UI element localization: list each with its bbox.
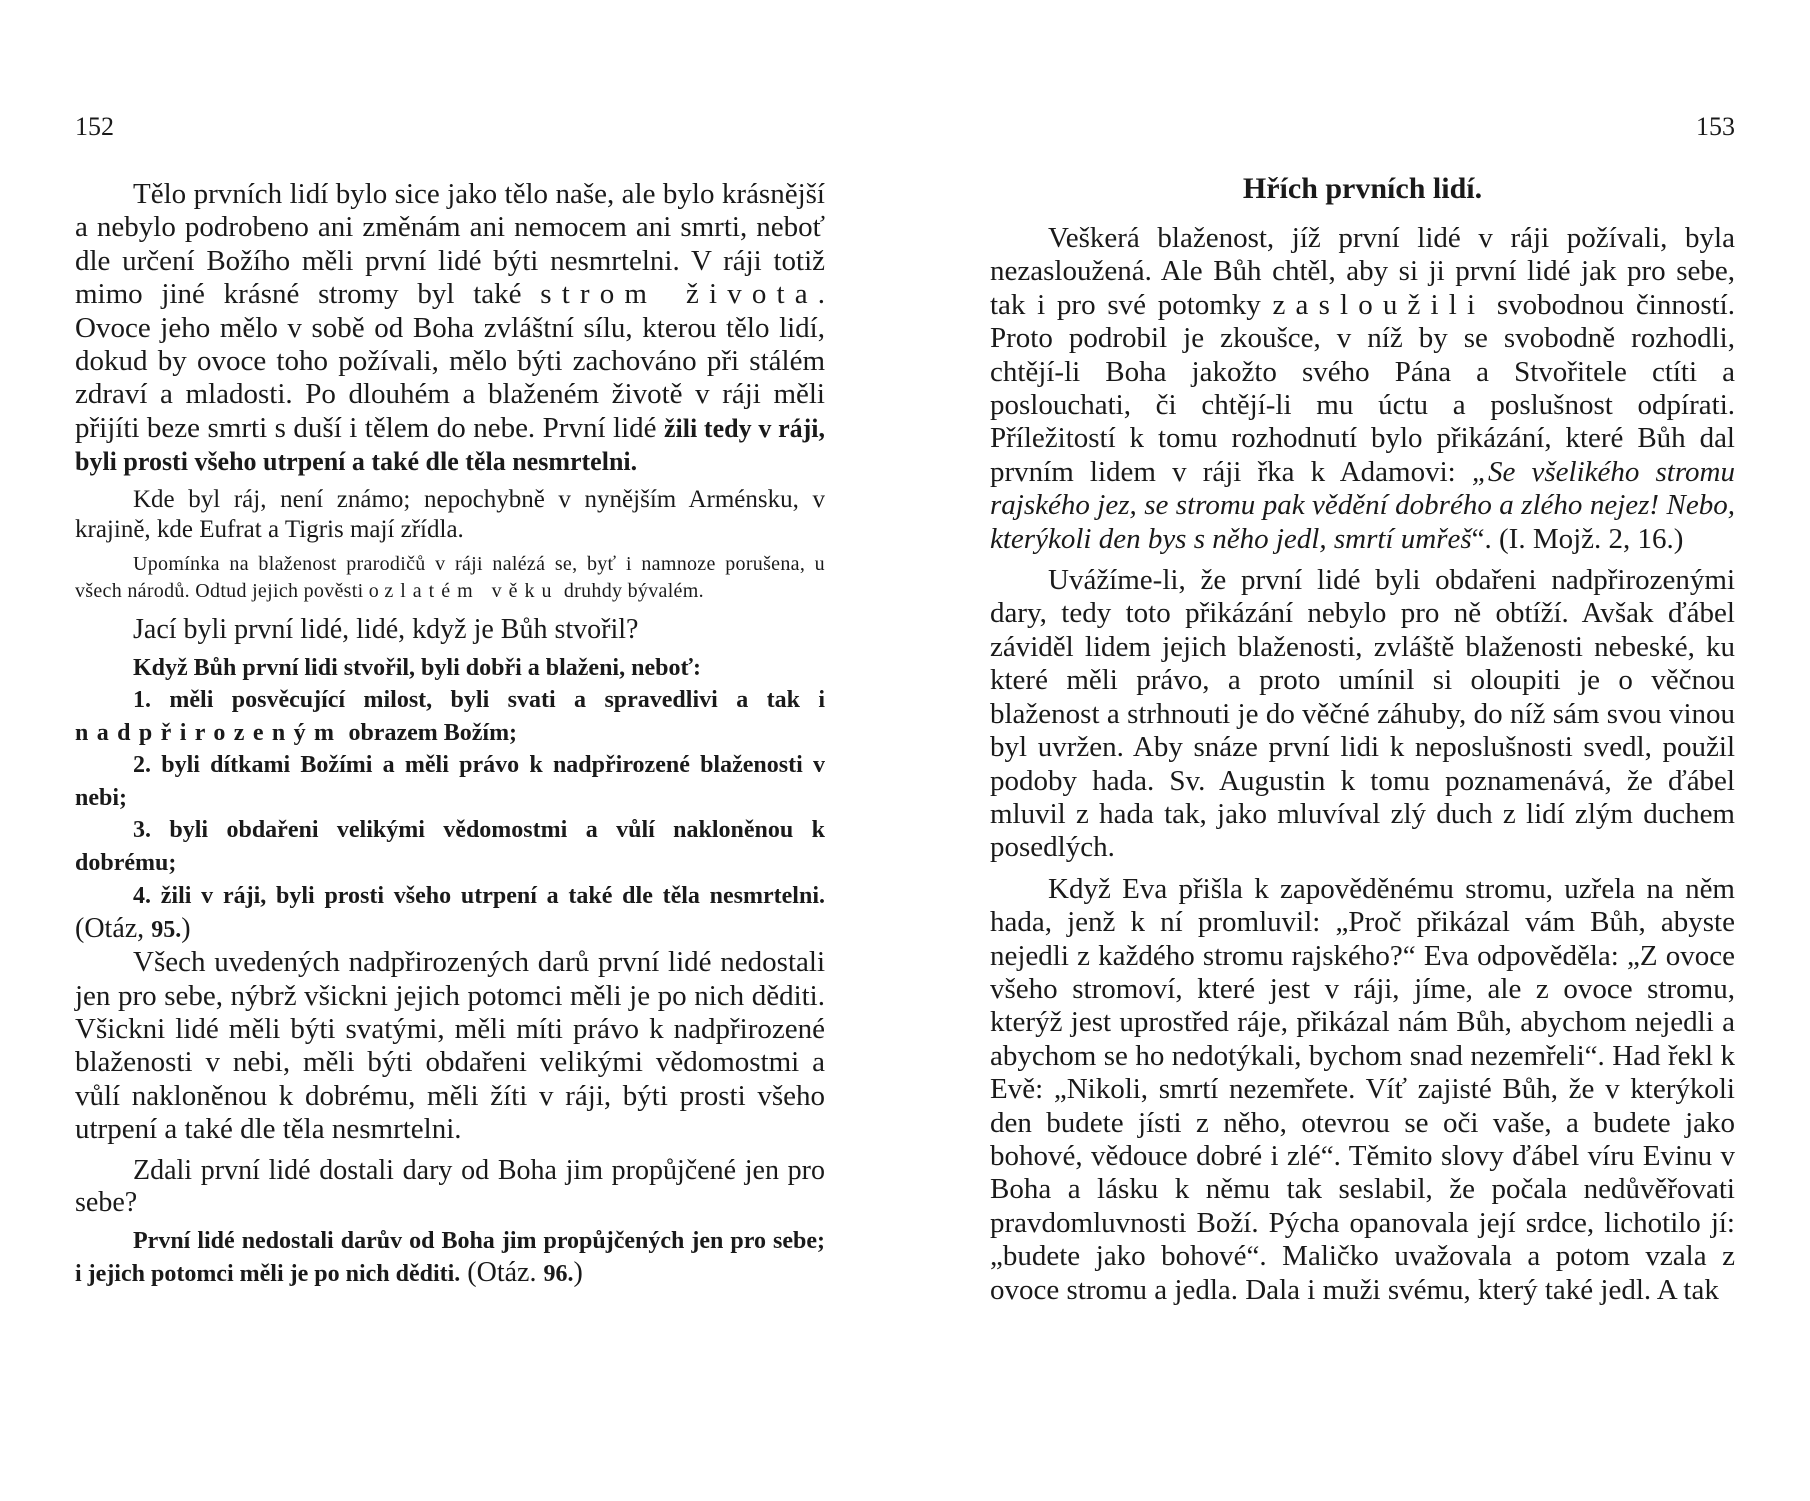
answer-1-item-1: 1. měli posvěcující milost, byli svati a spravedlivi a tak i nadpřirozeným obrazem Božím; (75, 687, 825, 746)
answer-2: První lidé nedostali darův od Boha jim propůjčených jen pro sebe; i jejich potomci měli je po nich děditi. (Otáz. 96.) (75, 1227, 825, 1289)
section-heading: Hřích prvních lidí. (1242, 172, 1483, 205)
answer-1-item-2: 2. byli dítkami Božími a měli právo k nadpřirozené blaženosti v nebi; (75, 752, 825, 811)
italic-quote: „Se všelikého stromu rajského jez, se stromu pak vědění dobrého a zlého nejez! Nebo, kterýkoli den bys s něho jedl, smrtí umřeš (990, 455, 1735, 555)
spaced-term-supernatural: nadpřirozeným (75, 719, 343, 746)
spaced-term-golden-age: zlatém věku (384, 580, 559, 603)
paragraph-commandment: Veškerá blaženost, jíž první lidé v ráji požívali, byla nezasloužená. Ale Bůh chtěl, aby si ji první lidé jak pro sebe, tak i pro své potomky zasloužili svobodnou činností. Proto podrobil je zkoušce, v níž by se svobodně rozhodli, chtějí-li Boha jakožto svého Pána a Stvořitele ctíti a poslouchati, či chtějí-li mu úctu a poslušnost odpírati. Příležitostí k tomu rozhodnutí bylo přikázání, které Bůh dal prvním lidem v ráji řka k Adamovi: „Se všelikého stromu rajského jez, se stromu pak vědění dobrého a zlého nejez! Nebo, kterýkoli den bys s něho jedl, smrtí umřeš“. (I. Mojž. 2, 16.) (990, 222, 1735, 555)
page-number-left: 152 (75, 112, 114, 141)
bold-summary: žili tedy v ráji, byli prosti všeho utrpení a také dle těla nesmrtelni. (75, 413, 825, 477)
right-page-body (990, 172, 1735, 1307)
spaced-term-earn: zasloužili (1272, 288, 1486, 321)
answer-1-item-4: 4. žili v ráji, byli prosti všeho utrpení a také dle těla nesmrtelni. (Otáz, 95.) (75, 883, 825, 944)
question-2: Zdali první lidé dostali dary od Boha jim propůjčené jen pro sebe? (75, 1154, 825, 1218)
answer-1 (75, 652, 825, 947)
page-number-right: 153 (1696, 112, 1735, 141)
paragraph-devil-envy: Uvážíme-li, že první lidé byli obdařeni nadpřirozenými dary, tedy toto přikázání nebylo pro ně obtíží. Avšak ďábel záviděl lidem jejich blaženosti, zvláště blaženosti nebeské, ku které měli právo, a proto umínil si oloupiti je o věčnou blaženost a strhnouti je do věčné záhuby, do níž sám svou vinou byl uvržen. Aby snáze první lidi k neposlušnosti svedl, použil podoby hada. Sv. Augustin k tomu poznamenává, že ďábel mluvil z hada tak, jako mluvíval zlý duch z lidí zlým duchem posedlých. (990, 564, 1735, 864)
paragraph-eve-and-serpent: Když Eva přišla k zapověděnému stromu, uzřela na něm hada, jenž k ní promluvil: „Proč přikázal vám Bůh, abyste nejedli z každého stromu rajského?“ Eva odpověděla: „Z ovoce všeho stromoví, které jest v ráji, jíme, ale z ovoce stromu, kterýž jest uprostřed ráje, přikázal nám Bůh, abychom nejedli a abychom se ho nedotýkali, bychom snad nezemřeli“. Had řekl k Evě: „Nikoli, smrtí nezemřete. Víť zajisté Bůh, že v kterýkoli den budete jísti z něho, otevrou se oči vaše, a budete jako bohové, vědouce dobré i zlé“. Těmito slovy ďábel víru Evinu v Boha a lásku k němu tak seslabil, že počala nedůvěřovati pravdomluvnosti Boží. Pýcha opanovala její srdce, lichotilo jí: „budete jako bohové“. Maličko uvažovala a potom vzala z ovoce stromu a jedla. Dala i muži svému, který také jedl. A tak (990, 872, 1735, 1306)
paragraph-inheritance: Všech uvedených nadpřirozených darů první lidé nedostali jen pro sebe, nýbrž všickni jejich potomci měli je po nich děditi. Všickni lidé měli býti svatými, měli míti právo k nadpřirozené blaženosti v nebi, měli býti obdařeni velikými vědomostmi a vůlí nakloněnou k dobrému, měli žíti v ráji, býti prosti všeho utrpení a také dle těla nesmrtelni. (75, 946, 825, 1146)
paragraph-body-of-first-people: Tělo prvních lidí bylo sice jako tělo naše, ale bylo krásnější a nebylo podrobeno ani změnám ani nemocem ani smrti, neboť dle určení Božího měli první lidé býti nesmrtelni. V ráji totiž mimo jiné krásné stromy byl také strom života. Ovoce jeho mělo v sobě od Boha zvláštní sílu, kterou tělo lidí, dokud by ovoce toho požívali, mělo býti zachováno při stálém zdraví a mladosti. Po dlouhém a blaženém životě v ráji měli přijíti beze smrti s duší i tělem do nebe. První lidé žili tedy v ráji, byli prosti všeho utrpení a také dle těla nesmrtelni. (75, 178, 825, 477)
small-note: Upomínka na blaženost prarodičů v ráji nalézá se, byť i namnoze porušena, u všech národů. Odtud jejich pověsti o zlatém věku druhdy bývalém. (75, 552, 825, 603)
left-page (75, 0, 825, 1501)
left-page-body (75, 178, 825, 1291)
question-1: Jací byli první lidé, lidé, když je Bůh stvořil? (133, 613, 639, 645)
answer-1-item-3: 3. byli obdařeni velikými vědomostmi a vůlí nakloněnou k dobrému; (75, 817, 825, 876)
answer-1-intro: Když Bůh první lidi stvořil, byli dobři a blaženi, neboť: (133, 654, 701, 681)
spaced-term-tree-of-life: strom života (540, 278, 818, 311)
paragraph-location-of-paradise: Kde byl ráj, není známo; nepochybně v nynějším Arménsku, v krajině, kde Eufrat a Tigris mají zřídla. (75, 485, 825, 543)
right-page (990, 0, 1735, 1501)
